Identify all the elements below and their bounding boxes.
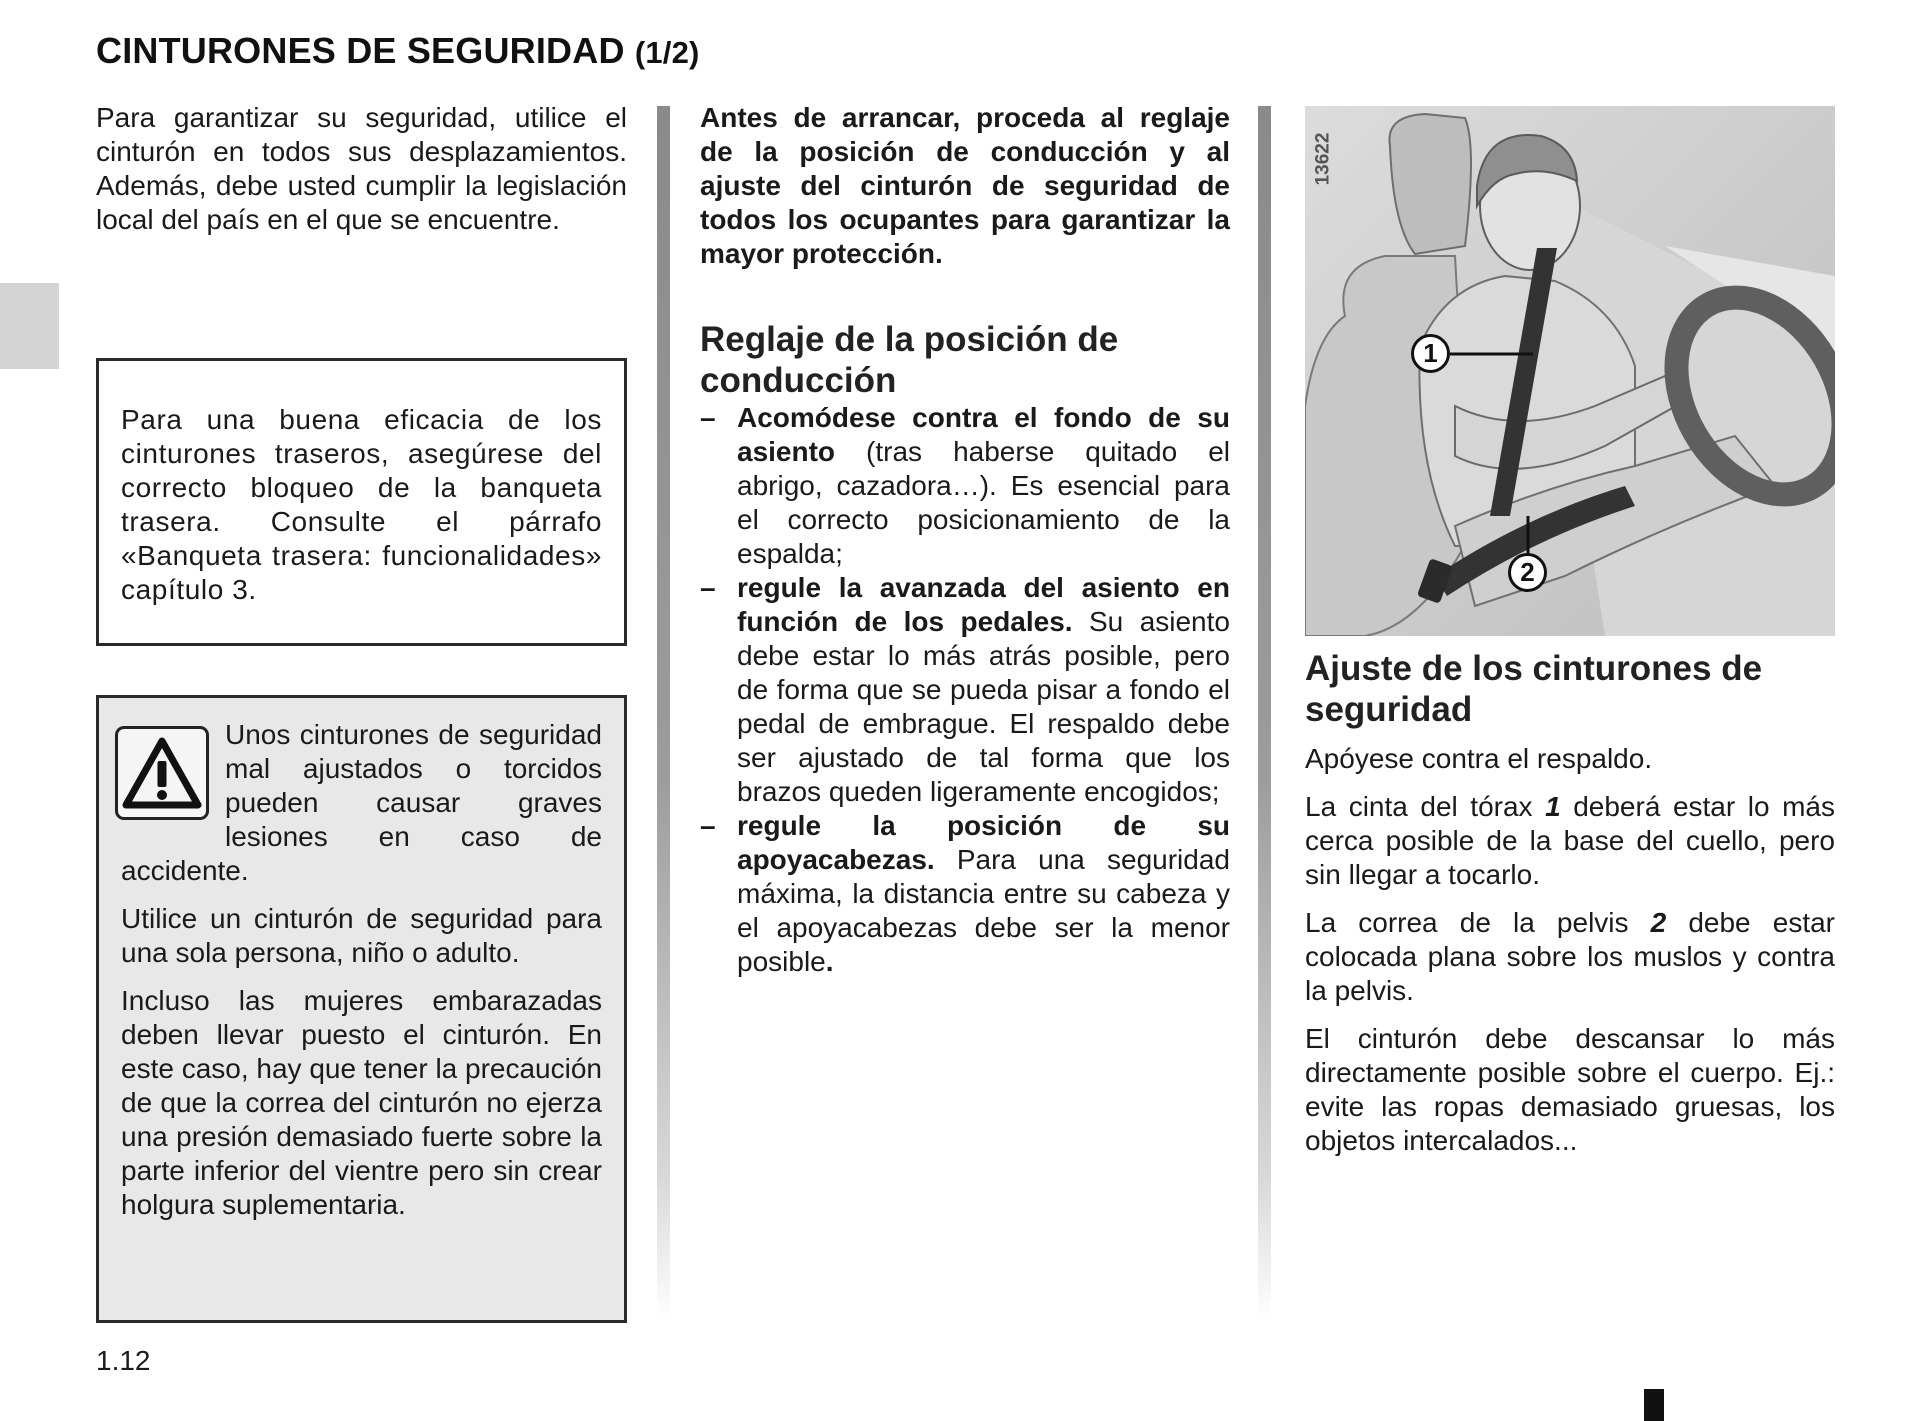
list-item-text: (tras haberse quitado el abrigo, cazadora…). Es esencial para el correcto posicionamiento de la espalda; [737,436,1230,569]
page-number: 1.12 [96,1345,151,1376]
dash-marker: – [700,810,716,841]
dash-marker: – [700,572,716,603]
belt-paragraph-4: El cinturón debe descansar lo más directamente posible sobre el cuerpo. Ej.: evite las ropas demasiado gruesas, los objetos intercalados... [1305,1023,1835,1156]
callout-2: 2 [1508,553,1547,592]
note-box [96,358,627,646]
callout-1: 1 [1411,334,1450,373]
column-separator-right [1258,106,1271,1322]
intro-paragraph: Para garantizar su seguridad, utilice el cinturón en todos sus desplazamientos. Además, debe usted cumplir la legislación local del país en el que se encuentre. [96,102,627,235]
section-heading-belt-adjustment: Ajuste de los cinturones de seguridad [1305,649,1763,729]
driver-seatbelt-drawing [1305,106,1835,636]
middle-column [700,101,1230,979]
warning-triangle-icon [115,726,209,820]
list-item-text: Su asiento debe estar lo más atrás posible, pero de forma que se pueda pisar a fondo el pedal de embrague. El respaldo debe ser ajustado de tal forma que los brazos queden ligeramente encogidos; [737,606,1230,807]
list-item [700,571,1230,809]
page-corner-mark [1644,1389,1664,1421]
warning-box [96,695,627,1323]
list-item [700,401,1230,571]
page-title-part: (1/2) [634,35,700,70]
list-item [700,809,1230,979]
section-heading-driving-position: Reglaje de la posición de conducción [700,320,1119,400]
list-item-end: . [825,946,834,977]
page-title-text: CINTURONES DE SEGURIDAD [96,30,625,71]
right-column [1305,648,1835,1172]
list-item-text: Para una seguridad máxima, la distancia entre su cabeza y el apoyacabezas debe ser la menor posible [737,844,1230,977]
belt-paragraph-2: La cinta del tórax 1 deberá estar lo más cerca posible de la base del cuello, pero sin llegar a tocarlo. [1305,791,1835,890]
dash-marker: – [700,402,716,433]
belt-paragraph-1: Apóyese contra el respaldo. [1305,743,1653,774]
lead-paragraph: Antes de arrancar, proceda al reglaje de la posición de conducción y al ajuste del cinturón de seguridad de todos los ocupantes para garantizar la mayor protección. [700,102,1230,269]
seatbelt-illustration [1305,106,1835,636]
belt-paragraph-3: La correa de la pelvis 2 debe estar colocada plana sobre los muslos y contra la pelvis. [1305,907,1835,1006]
adjustment-list [700,401,1230,979]
chapter-side-tab [0,283,59,369]
list-item-bold: Acomódese contra el fondo de su asiento [737,402,1230,467]
page-title [96,30,700,72]
list-item-bold: regule la avanzada del asiento en función de los pedales. [737,572,1230,637]
column-separator-left [657,106,670,1322]
warning-text-1: Unos cinturones de seguridad mal ajustados o torcidos pueden causar graves lesiones en caso de accidente. [121,719,602,886]
warning-text-2: Utilice un cinturón de seguridad para una sola persona, niño o adulto. [121,903,602,968]
list-item-bold: regule la posición de su apoyacabezas. [737,810,1230,875]
ref-1: 1 [1545,791,1561,822]
ref-2: 2 [1650,907,1667,938]
warning-text-3: Incluso las mujeres embarazadas deben llevar puesto el cinturón. En este caso, hay que tener la precaución de que la correa del cinturón no ejerza una presión demasiado fuerte sobre la parte inferior del vientre pero sin crear holgura suplementaria. [121,985,602,1220]
figure-reference-number: 13622 [1312,132,1333,186]
note-text: Para una buena eficacia de los cinturones traseros, asegúrese del correcto bloqueo de la banqueta trasera. Consulte el párrafo «Banqueta trasera: funcionalidades» capítulo 3. [121,404,602,605]
